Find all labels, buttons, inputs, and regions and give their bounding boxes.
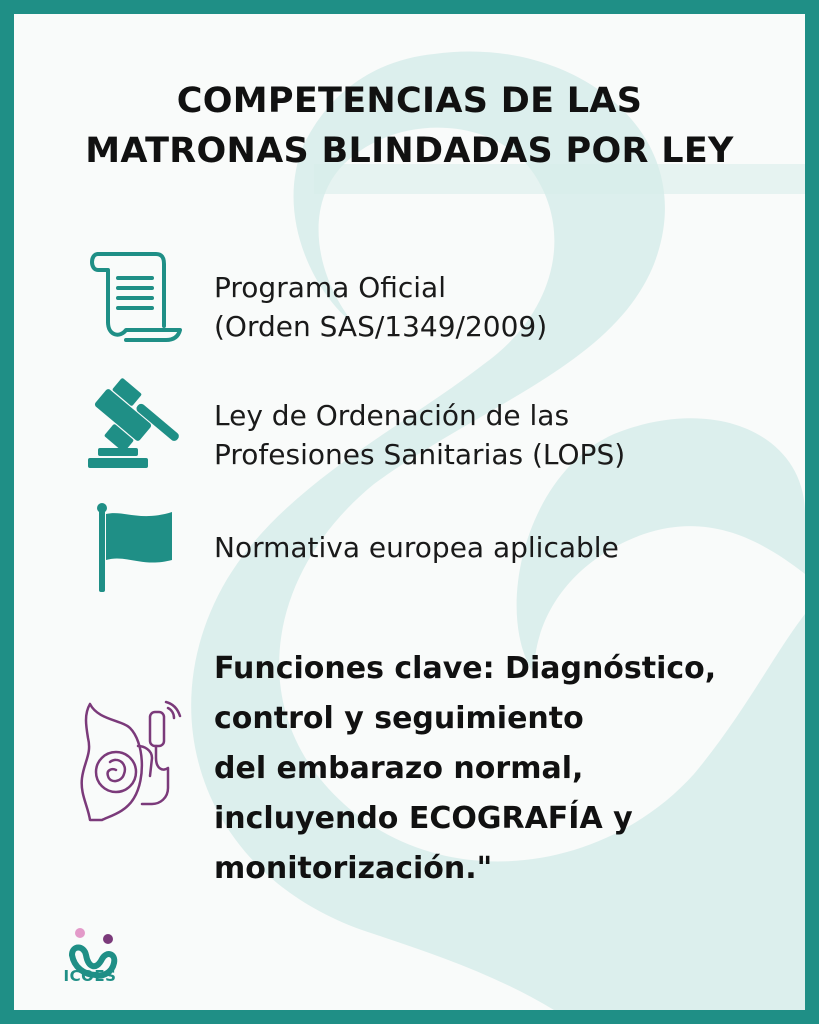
scroll-document-icon <box>86 250 186 342</box>
flag-icon <box>94 502 178 594</box>
item-line: (Orden SAS/1349/2009) <box>214 310 548 343</box>
pregnancy-ultrasound-icon <box>76 698 192 828</box>
item-text <box>214 528 619 567</box>
item-line: del embarazo normal, <box>214 751 584 786</box>
item-line: Programa Oficial <box>214 271 446 304</box>
page-title <box>14 76 805 176</box>
item-line: Profesiones Sanitarias (LOPS) <box>214 438 626 471</box>
item-line: Ley de Ordenación de las <box>214 399 570 432</box>
gavel-icon <box>86 378 190 470</box>
icoes-logo <box>62 912 132 1002</box>
title-line-2: MATRONAS BLINDADAS POR LEY <box>85 131 734 171</box>
poster-frame <box>14 14 805 1010</box>
item-text <box>214 644 716 894</box>
item-line: Funciones clave: Diagnóstico, <box>214 651 717 686</box>
item-text <box>214 268 547 346</box>
title-line-1: COMPETENCIAS DE LAS <box>176 81 643 121</box>
item-line: incluyendo ECOGRAFÍA y <box>214 801 633 836</box>
item-line: control y seguimiento <box>214 701 584 736</box>
item-line: monitorización." <box>214 851 493 886</box>
item-text <box>214 396 625 474</box>
logo-text: ICOES <box>63 967 117 985</box>
item-line: Normativa europea aplicable <box>214 531 619 564</box>
